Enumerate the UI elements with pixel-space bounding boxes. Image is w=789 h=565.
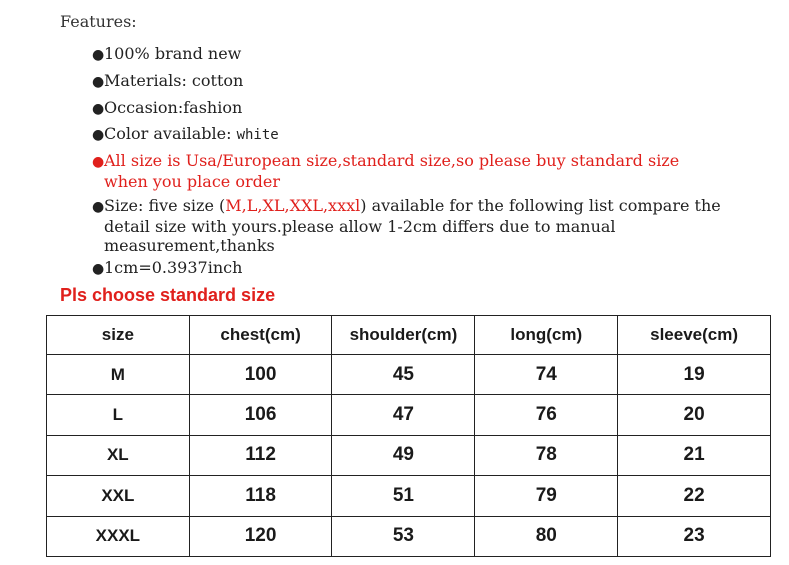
bullet-icon: ● — [92, 127, 105, 143]
table-row — [47, 355, 771, 395]
cell-shoulder: 47 — [332, 395, 475, 435]
cell-long: 80 — [475, 516, 618, 556]
cell-shoulder: 53 — [332, 516, 475, 556]
feature-item-size-notice — [92, 151, 679, 191]
cell-size: XXL — [47, 476, 190, 516]
size-info-prefix: Size: five size ( — [104, 196, 226, 215]
bullet-icon: ● — [92, 101, 105, 117]
cell-size: L — [47, 395, 190, 435]
bullet-icon: ● — [92, 261, 105, 277]
cell-chest: 106 — [189, 395, 332, 435]
header-sleeve: sleeve(cm) — [618, 316, 771, 355]
size-notice-line2: when you place order — [104, 172, 280, 191]
feature-color-label: Color available: — [104, 124, 237, 143]
cell-shoulder: 45 — [332, 355, 475, 395]
choose-size-heading: Pls choose standard size — [60, 285, 276, 305]
feature-item-size-info — [92, 196, 721, 255]
feature-item-color — [92, 124, 279, 145]
cell-sleeve: 21 — [618, 435, 771, 475]
header-long: long(cm) — [475, 316, 618, 355]
table-row — [47, 395, 771, 435]
cell-sleeve: 22 — [618, 476, 771, 516]
bullet-icon: ● — [92, 47, 105, 63]
cell-chest: 112 — [189, 435, 332, 475]
cell-shoulder: 51 — [332, 476, 475, 516]
cell-chest: 118 — [189, 476, 332, 516]
feature-text: 1cm=0.3937inch — [104, 258, 243, 277]
cell-sleeve: 19 — [618, 355, 771, 395]
header-chest: chest(cm) — [189, 316, 332, 355]
cell-long: 74 — [475, 355, 618, 395]
cell-long: 79 — [475, 476, 618, 516]
header-shoulder: shoulder(cm) — [332, 316, 475, 355]
feature-item-brand-new — [92, 44, 241, 65]
cell-size: XXXL — [47, 516, 190, 556]
feature-item-conversion — [92, 258, 242, 279]
size-info-line3: measurement,thanks — [104, 236, 275, 255]
feature-color-value: white — [236, 127, 279, 143]
bullet-icon: ● — [92, 74, 105, 90]
cell-size: M — [47, 355, 190, 395]
bullet-icon: ● — [92, 199, 105, 215]
feature-text: Materials: cotton — [104, 71, 244, 90]
feature-text: 100% brand new — [104, 44, 242, 63]
features-title: Features: — [60, 12, 137, 31]
size-info-sizes: M,L,XL,XXL,xxxl — [225, 196, 361, 215]
table-row — [47, 476, 771, 516]
cell-size: XL — [47, 435, 190, 475]
size-table — [46, 315, 771, 557]
feature-item-materials — [92, 71, 243, 92]
table-row — [47, 435, 771, 475]
table-header-row — [47, 316, 771, 355]
feature-text: Occasion:fashion — [104, 98, 243, 117]
cell-shoulder: 49 — [332, 435, 475, 475]
feature-item-occasion — [92, 98, 242, 119]
size-notice-line1: All size is Usa/European size,standard size,so please buy standard size — [104, 151, 680, 170]
cell-sleeve: 23 — [618, 516, 771, 556]
cell-sleeve: 20 — [618, 395, 771, 435]
size-info-suffix: ) available for the following list compare the — [360, 196, 721, 215]
cell-chest: 100 — [189, 355, 332, 395]
bullet-icon: ● — [92, 154, 105, 170]
table-row — [47, 516, 771, 556]
header-size: size — [47, 316, 190, 355]
size-info-line2: detail size with yours.please allow 1-2cm differs due to manual — [104, 217, 616, 236]
cell-long: 76 — [475, 395, 618, 435]
cell-chest: 120 — [189, 516, 332, 556]
cell-long: 78 — [475, 435, 618, 475]
